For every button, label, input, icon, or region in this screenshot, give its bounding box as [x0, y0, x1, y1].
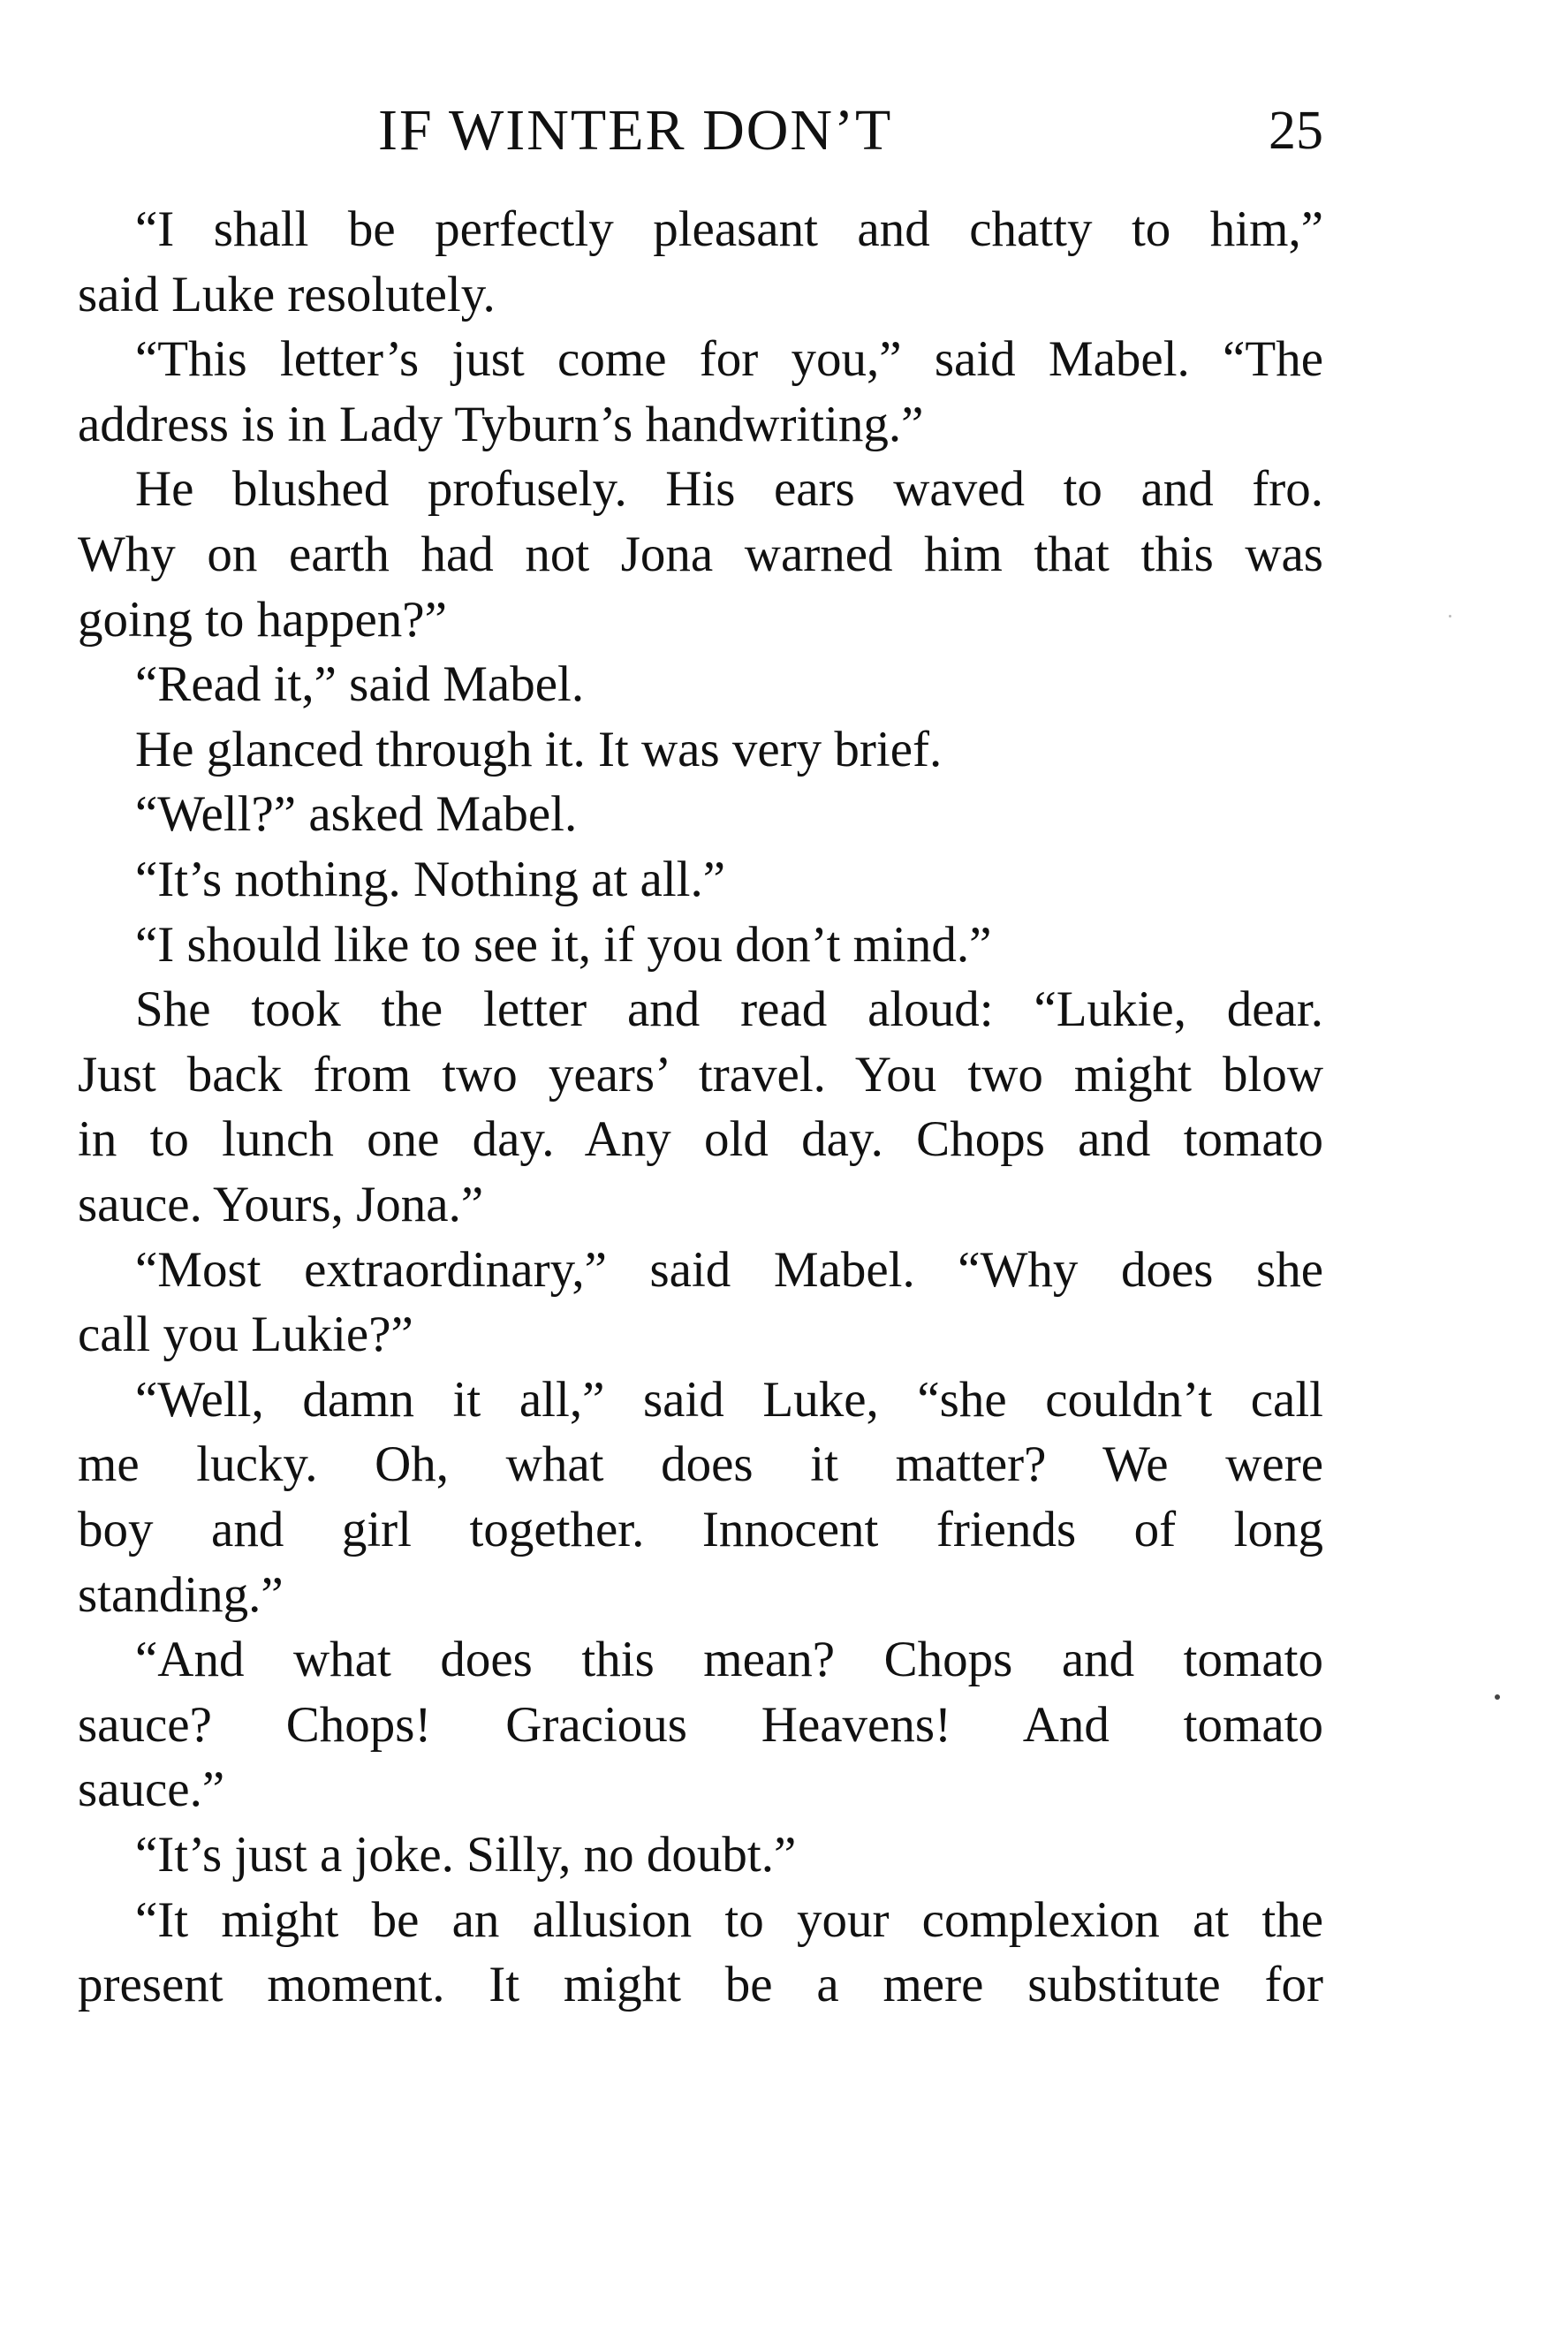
text-line: “It’s just a joke. Silly, no doubt.”	[135, 1827, 797, 1883]
text-line: He glanced through it. It was very brief.	[135, 722, 943, 777]
text-line: “Most extraordinary,” said Mabel. “Why does she	[135, 1242, 1323, 1298]
text-line: “This letter’s just come for you,” said Mabel. “The	[135, 331, 1323, 387]
text-line: boy and girl together. Innocent friends of long	[78, 1502, 1323, 1557]
text-line: present moment. It might be a mere substitute for	[78, 1957, 1323, 2012]
text-line: “I shall be perfectly pleasant and chatty to him,”	[135, 201, 1323, 257]
text-line: said Luke resolutely.	[78, 267, 496, 322]
page-number: 25	[1269, 101, 1323, 161]
text-line: sauce. Yours, Jona.”	[78, 1177, 484, 1232]
text-line: “And what does this mean? Chops and tomato	[135, 1632, 1323, 1687]
text-line: “It’s nothing. Nothing at all.”	[135, 852, 726, 907]
scan-speck	[1449, 615, 1451, 618]
text-line: sauce? Chops! Gracious Heavens! And tomato	[78, 1697, 1323, 1753]
text-line: call you Lukie?”	[78, 1307, 413, 1362]
text-line: “Well?” asked Mabel.	[135, 786, 578, 842]
text-line: “Read it,” said Mabel.	[135, 656, 585, 712]
text-line: “Well, damn it all,” said Luke, “she couldn’t call	[135, 1372, 1323, 1428]
running-head	[78, 95, 1323, 166]
text-line: sauce.”	[78, 1762, 225, 1817]
text-line: He blushed profusely. His ears waved to and fro.	[135, 461, 1323, 517]
running-title: IF WINTER DON’T	[378, 98, 893, 163]
text-line: me lucky. Oh, what does it matter? We were	[78, 1436, 1323, 1492]
text-line: Why on earth had not Jona warned him that this was	[78, 527, 1323, 582]
text-line: “I should like to see it, if you don’t mind.”	[135, 917, 992, 973]
text-line: standing.”	[78, 1567, 284, 1623]
text-line: She took the letter and read aloud: “Lukie, dear.	[135, 981, 1323, 1037]
text-line: address is in Lady Tyburn’s handwriting.”	[78, 397, 924, 452]
scan-speck	[1495, 1694, 1500, 1700]
text-line: in to lunch one day. Any old day. Chops and tomato	[78, 1111, 1323, 1167]
text-line: going to happen?”	[78, 592, 447, 648]
text-line: Just back from two years’ travel. You two might blow	[78, 1047, 1323, 1103]
text-line: “It might be an allusion to your complexion at the	[135, 1892, 1323, 1948]
